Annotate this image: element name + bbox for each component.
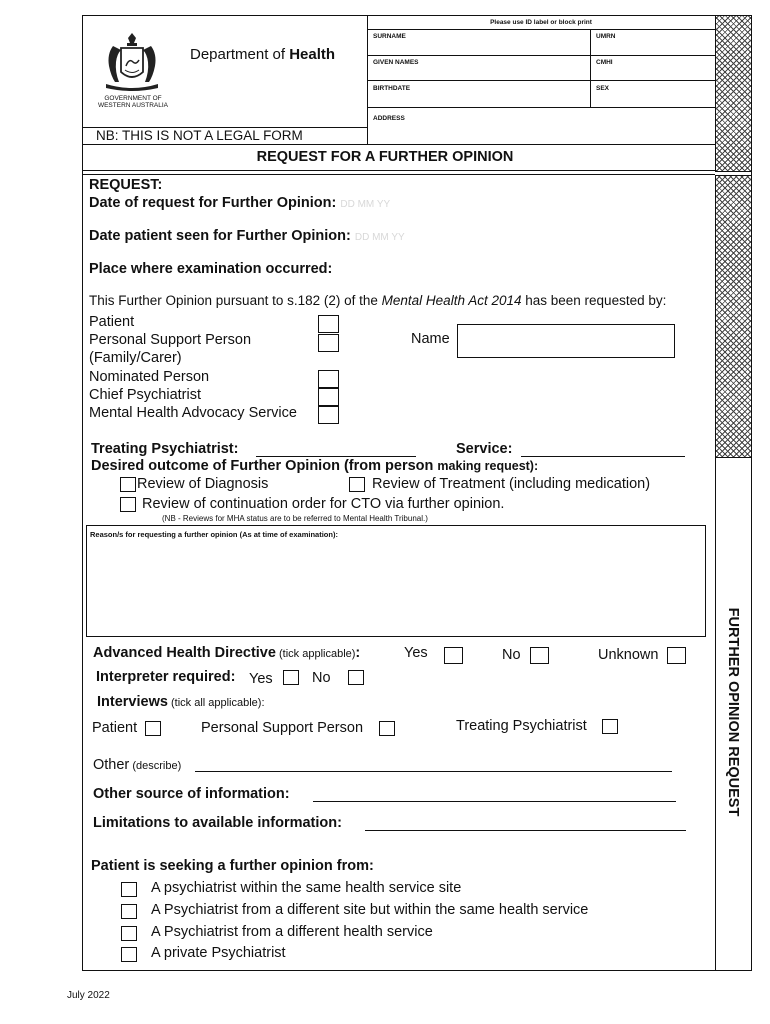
checkbox-advocacy[interactable] xyxy=(318,406,339,424)
checkbox-interview-patient[interactable] xyxy=(145,721,161,736)
date-seen-row xyxy=(89,228,405,244)
ahd-unknown-label: Unknown xyxy=(598,647,659,663)
review-treatment-label: Review of Treatment (including medication) xyxy=(372,476,651,492)
requester-chief-psychiatrist: Chief Psychiatrist xyxy=(89,387,202,403)
date-seen-label: Date patient seen for Further Opinion: xyxy=(89,228,355,244)
checkbox-support-person[interactable] xyxy=(318,334,339,352)
requester-family-carer: (Family/Carer) xyxy=(89,350,182,366)
wa-crest-logo xyxy=(103,32,161,94)
given-names-label: GIVEN NAMES xyxy=(373,59,419,66)
checkbox-review-cto[interactable] xyxy=(120,497,136,512)
side-hatch-top xyxy=(715,16,751,172)
id-col-divider xyxy=(590,29,591,107)
ahd-label: Advanced Health Directive xyxy=(93,645,276,661)
review-cto-label: Review of continuation order for CTO via further opinion. xyxy=(142,496,505,512)
checkbox-review-diagnosis[interactable] xyxy=(120,477,136,492)
seeking-option-private: A private Psychiatrist xyxy=(151,945,286,961)
outcome-label-tail: making request): xyxy=(437,459,539,473)
review-diagnosis-label: Review of Diagnosis xyxy=(137,476,269,492)
tribunal-note: (NB - Reviews for MHA status are to be referred to Mental Health Tribunal.) xyxy=(162,514,428,523)
date-request-label: Date of request for Further Opinion: xyxy=(89,195,341,211)
limitations-label: Limitations to available information: xyxy=(93,815,342,831)
umrn-label: UMRN xyxy=(596,33,616,40)
id-label-note: Please use ID label or block print xyxy=(490,19,592,26)
limitations-input[interactable] xyxy=(365,830,686,831)
interpreter-no-label: No xyxy=(312,670,331,686)
pursuant-suffix: has been requested by: xyxy=(521,293,667,308)
interviews-note: (tick all applicable): xyxy=(167,697,265,709)
checkbox-review-treatment[interactable] xyxy=(349,477,365,492)
name-input[interactable] xyxy=(457,324,675,358)
seeking-option-different-site: A Psychiatrist from a different site but within the same health service xyxy=(151,902,589,918)
id-row-line-2 xyxy=(367,55,715,56)
treating-psychiatrist-label: Treating Psychiatrist: xyxy=(91,441,239,457)
seeking-option-same-site: A psychiatrist within the same health service site xyxy=(151,880,462,896)
date-request-input[interactable]: DD MM YY xyxy=(340,199,391,210)
reasons-label: Reason/s for requesting a further opinion (As at time of examination): xyxy=(90,530,338,539)
id-row-line-4 xyxy=(367,107,715,108)
other-input[interactable] xyxy=(195,771,672,772)
address-label: ADDRESS xyxy=(373,115,405,122)
checkbox-ahd-yes[interactable] xyxy=(444,647,463,664)
date-seen-input[interactable]: DD MM YY xyxy=(354,232,405,243)
interviews-row xyxy=(97,694,265,710)
checkbox-seeking-same-site[interactable] xyxy=(121,882,137,897)
pursuant-prefix: This Further Opinion pursuant to s.182 (2) of the xyxy=(89,293,382,308)
footer-date: July 2022 xyxy=(67,990,110,1001)
ahd-colon: : xyxy=(355,645,361,661)
other-source-input[interactable] xyxy=(313,801,676,802)
other-label: Other xyxy=(93,757,130,773)
other-note: (describe) xyxy=(129,760,182,772)
government-line-1: GOVERNMENT OF xyxy=(104,95,162,102)
ahd-yes-label: Yes xyxy=(404,645,428,661)
department-name xyxy=(190,46,335,63)
treating-psychiatrist-input[interactable] xyxy=(256,456,416,457)
checkbox-interview-treating[interactable] xyxy=(602,719,618,734)
service-input[interactable] xyxy=(521,456,685,457)
reasons-box[interactable] xyxy=(86,525,706,637)
sex-label: SEX xyxy=(596,85,610,92)
checkbox-interview-support[interactable] xyxy=(379,721,395,736)
interpreter-yes-label: Yes xyxy=(249,671,273,687)
other-row xyxy=(93,757,181,773)
service-label: Service: xyxy=(456,441,513,457)
section-divider xyxy=(83,174,715,175)
request-heading: REQUEST: xyxy=(89,177,163,193)
interviews-label: Interviews xyxy=(97,694,168,710)
checkbox-seeking-different-site[interactable] xyxy=(121,904,137,919)
legal-notice: NB: THIS IS NOT A LEGAL FORM xyxy=(96,128,303,143)
checkbox-chief-psychiatrist[interactable] xyxy=(318,388,339,406)
government-line-2: WESTERN AUSTRALIA xyxy=(97,102,169,109)
outcome-label: Desired outcome of Further Opinion (from person xyxy=(91,458,438,474)
interview-patient-label: Patient xyxy=(92,720,138,736)
pursuant-text xyxy=(89,293,666,308)
other-source-label: Other source of information: xyxy=(93,786,290,802)
department-bold: Health xyxy=(289,46,336,63)
checkbox-nominated[interactable] xyxy=(318,370,339,388)
interview-support-label: Personal Support Person xyxy=(201,720,364,736)
outcome-label-row xyxy=(91,458,538,474)
form-title: REQUEST FOR A FURTHER OPINION xyxy=(256,149,514,165)
ahd-note: (tick applicable) xyxy=(275,648,356,660)
checkbox-interpreter-no[interactable] xyxy=(348,670,364,685)
date-request-row xyxy=(89,195,390,211)
ahd-no-label: No xyxy=(502,647,521,663)
seeking-heading: Patient is seeking a further opinion from: xyxy=(91,858,374,874)
requester-advocacy: Mental Health Advocacy Service xyxy=(89,405,297,421)
requester-patient: Patient xyxy=(89,314,135,330)
pursuant-act: Mental Health Act 2014 xyxy=(381,293,522,308)
interview-treating-label: Treating Psychiatrist xyxy=(456,718,587,734)
surname-label: SURNAME xyxy=(373,33,406,40)
checkbox-seeking-different-service[interactable] xyxy=(121,926,137,941)
requester-nominated: Nominated Person xyxy=(89,369,210,385)
side-label: FURTHER OPINION REQUEST xyxy=(725,607,741,817)
birthdate-label: BIRTHDATE xyxy=(373,85,411,92)
checkbox-ahd-unknown[interactable] xyxy=(667,647,686,664)
interpreter-label: Interpreter required: xyxy=(96,669,236,685)
requester-support-person: Personal Support Person xyxy=(89,332,252,348)
checkbox-patient[interactable] xyxy=(318,315,339,333)
id-row-line-3 xyxy=(367,80,715,81)
ahd-row xyxy=(93,645,360,661)
side-hatch-bottom xyxy=(715,175,751,458)
government-label xyxy=(94,95,172,109)
place-label: Place where examination occurred: xyxy=(89,261,333,277)
checkbox-ahd-no[interactable] xyxy=(530,647,549,664)
id-row-line-1 xyxy=(367,29,715,30)
cmhi-label: CMHI xyxy=(596,59,613,66)
name-label: Name xyxy=(411,331,450,347)
seeking-option-different-service: A Psychiatrist from a different health service xyxy=(151,924,433,940)
department-prefix: Department of xyxy=(190,46,290,63)
checkbox-seeking-private[interactable] xyxy=(121,947,137,962)
checkbox-interpreter-yes[interactable] xyxy=(283,670,299,685)
